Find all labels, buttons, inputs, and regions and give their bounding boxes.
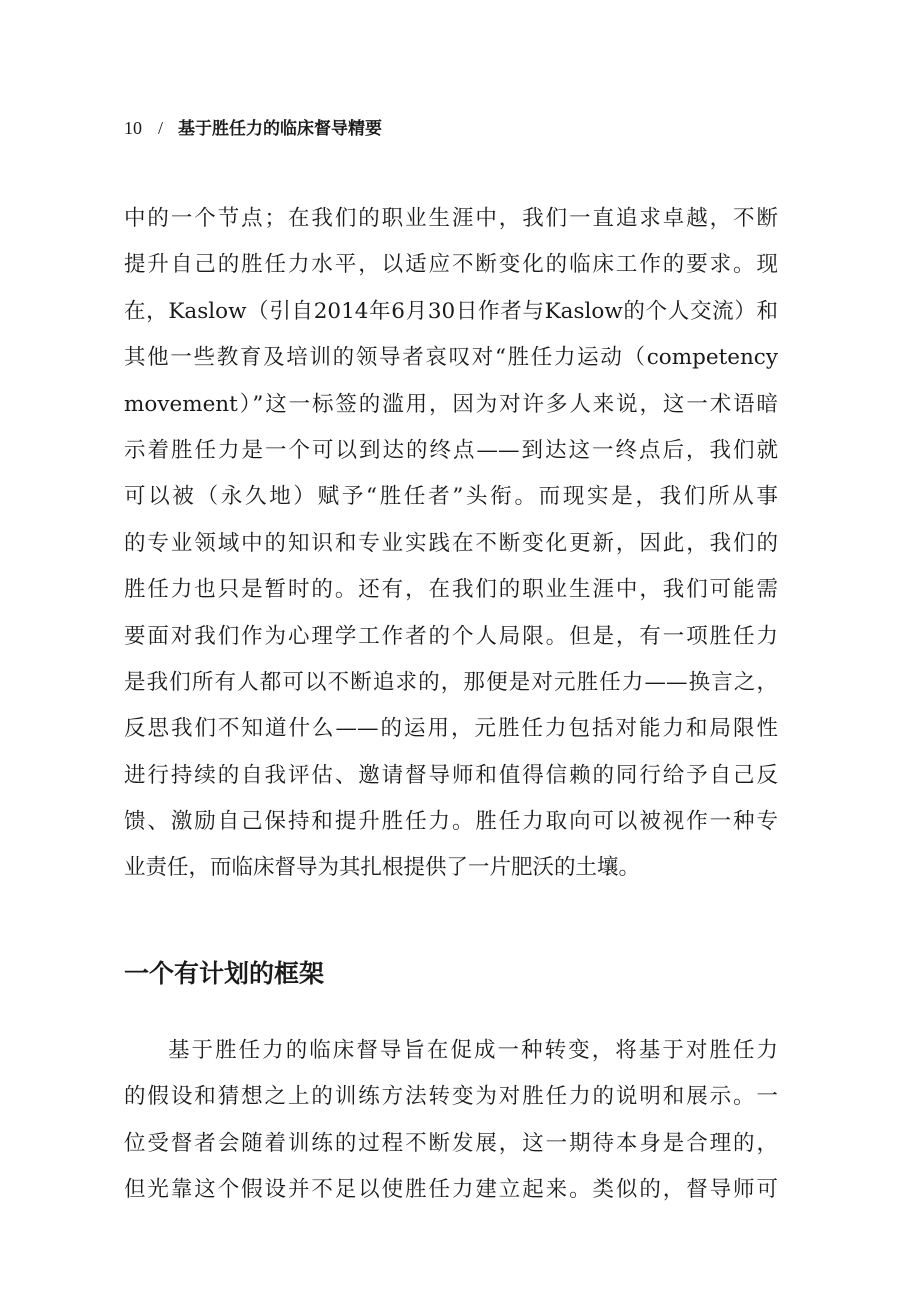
text-line: 位受督者会随着训练的过程不断发展，这一期待本身是合理的，: [124, 1130, 778, 1156]
text-line: 其他一些教育及培训的领导者哀叹对“胜任力运动（competency: [124, 345, 778, 371]
text-line: 的专业领域中的知识和专业实践在不断变化更新，因此，我们的: [124, 530, 778, 556]
paragraph-1: [124, 196, 778, 892]
page-number: 10: [124, 118, 142, 138]
paragraph-2: [124, 1028, 778, 1214]
text-line: 馈、激励自己保持和提升胜任力。胜任力取向可以被视作一种专: [124, 809, 778, 835]
text-line: 进行持续的自我评估、邀请督导师和值得信赖的同行给予自己反: [124, 762, 778, 788]
text-line: 要面对我们作为心理学工作者的个人局限。但是，有一项胜任力: [124, 623, 778, 649]
book-title: 基于胜任力的临床督导精要: [178, 119, 383, 139]
text-line: 中的一个节点；在我们的职业生涯中，我们一直追求卓越，不断: [124, 206, 778, 231]
text-line: 胜任力也只是暂时的。还有，在我们的职业生涯中，我们可能需: [124, 577, 778, 603]
text-line: 的假设和猜想之上的训练方法转变为对胜任力的说明和展示。一: [124, 1084, 778, 1110]
text-line: 反思我们不知道什么——的运用，元胜任力包括对能力和局限性: [124, 716, 778, 742]
running-head: [124, 117, 382, 140]
text-line: movement）”这一标签的滥用，因为对许多人来说，这一术语暗: [124, 391, 778, 417]
text-line: 基于胜任力的临床督导旨在促成一种转变，将基于对胜任力: [168, 1038, 778, 1063]
text-line: 可以被（永久地）赋予“胜任者”头衔。而现实是，我们所从事: [124, 484, 778, 510]
text-line: 但光靠这个假设并不足以使胜任力建立起来。类似的，督导师可: [124, 1177, 778, 1203]
section-heading: 一个有计划的框架: [124, 959, 325, 988]
text-line: 是我们所有人都可以不断追求的，那便是对元胜任力——换言之，: [124, 669, 778, 695]
text-line: 在，Kaslow（引自2014年6月30日作者与Kaslow的个人交流）和: [124, 298, 778, 324]
text-line: 提升自己的胜任力水平，以适应不断变化的临床工作的要求。现: [124, 252, 778, 278]
text-line: 示着胜任力是一个可以到达的终点——到达这一终点后，我们就: [124, 437, 778, 463]
text-line: 业责任，而临床督导为其扎根提供了一片肥沃的土壤。: [124, 855, 641, 881]
running-head-separator: /: [158, 118, 164, 138]
